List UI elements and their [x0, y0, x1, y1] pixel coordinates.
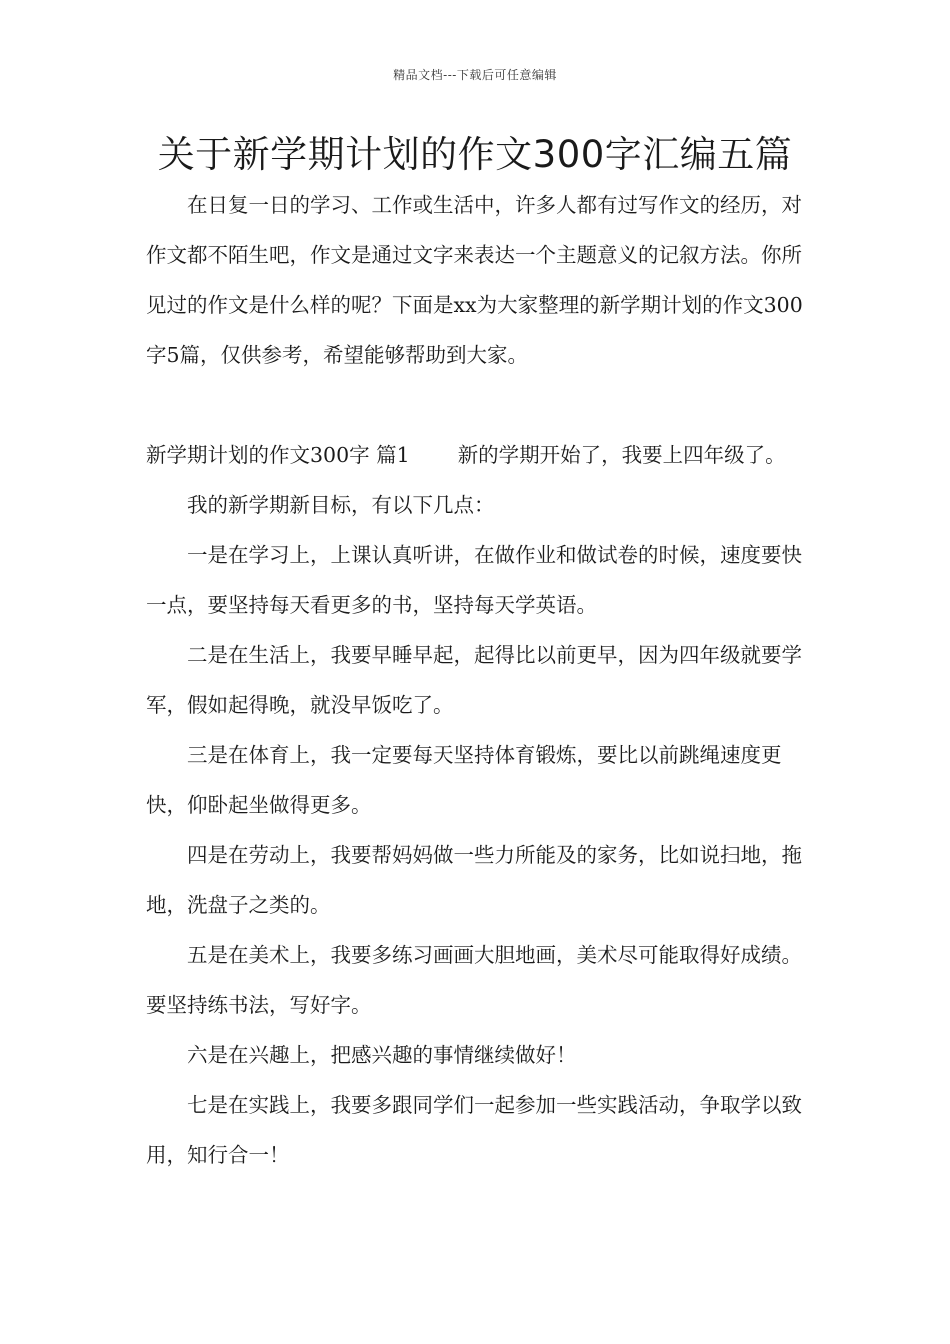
page-header: 精品文档---下载后可任意编辑 — [393, 68, 557, 82]
section-1-paragraph — [146, 430, 806, 480]
body-paragraph-interest: 六是在兴趣上，把感兴趣的事情继续做好！ — [187, 1043, 577, 1067]
body-paragraph-goals-intro: 我的新学期新目标，有以下几点： — [187, 493, 495, 517]
section-1-first-line: 新的学期开始了，我要上四年级了。 — [457, 443, 786, 467]
paragraph-spacer — [146, 380, 806, 430]
body-paragraph-art: 五是在美术上，我要多练习画画大胆地画，美术尽可能取得好成绩。要坚持练书法，写好字。 — [146, 943, 802, 1017]
body-paragraph-study: 一是在学习上，上课认真听讲，在做作业和做试卷的时候，速度要快一点，要坚持每天看更多的书，坚持每天学英语。 — [146, 543, 802, 617]
body-paragraph-practice: 七是在实践上，我要多跟同学们一起参加一些实践活动，争取学以致用，知行合一！ — [146, 1093, 802, 1167]
section-1-heading: 新学期计划的作文300字 篇1 — [146, 443, 410, 467]
body-paragraph-life: 二是在生活上，我要早睡早起，起得比以前更早，因为四年级就要学军，假如起得晚，就没早饭吃了。 — [146, 643, 802, 717]
body-paragraph-sports: 三是在体育上，我一定要每天坚持体育锻炼，要比以前跳绳速度更快，仰卧起坐做得更多。 — [146, 743, 782, 817]
document-body — [146, 180, 806, 1180]
body-paragraph-labor: 四是在劳动上，我要帮妈妈做一些力所能及的家务，比如说扫地，拖地，洗盘子之类的。 — [146, 843, 802, 917]
document-title: 关于新学期计划的作文300字汇编五篇 — [157, 133, 793, 176]
intro-paragraph: 在日复一日的学习、工作或生活中，许多人都有过写作文的经历，对作文都不陌生吧，作文是通过文字来表达一个主题意义的记叙方法。你所见过的作文是什么样的呢？下面是xx为大家整理的新学期计划的作文300字5篇，仅供参考，希望能够帮助到大家。 — [146, 193, 803, 367]
